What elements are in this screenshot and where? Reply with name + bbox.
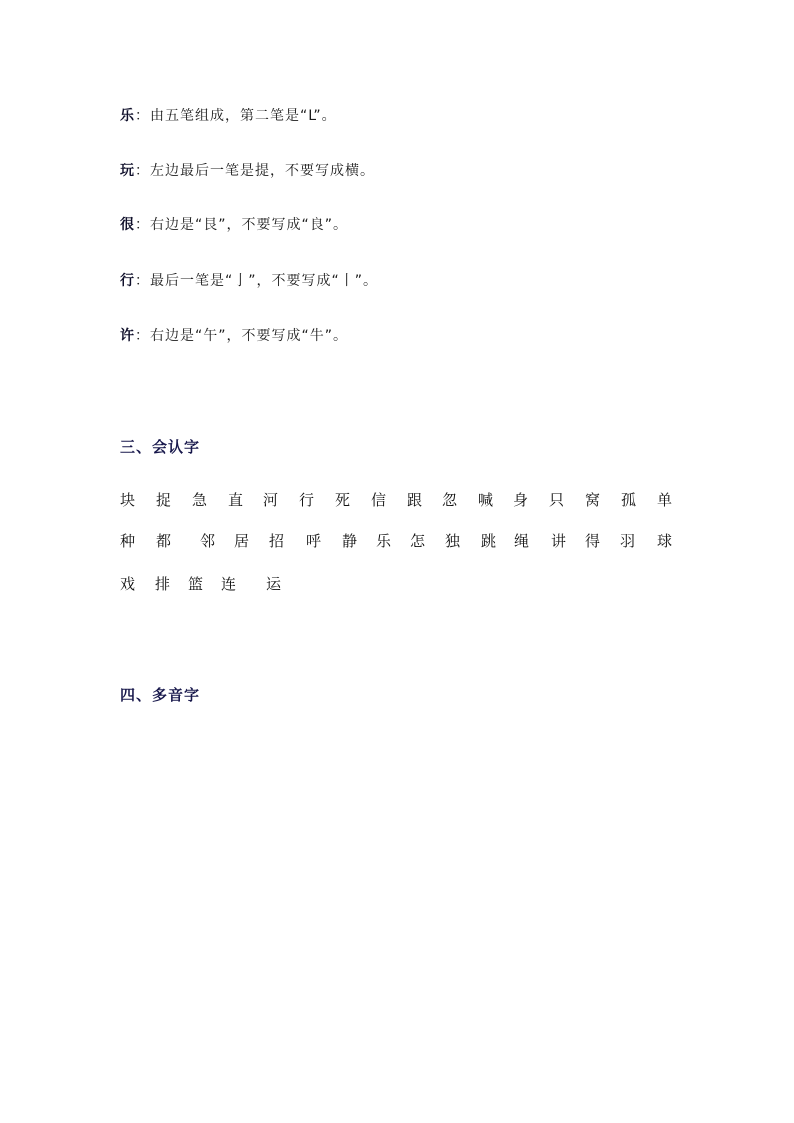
recognition-character: 排 xyxy=(155,575,171,593)
recognition-character: 身 xyxy=(513,491,529,509)
note-character: 许 xyxy=(120,328,135,344)
note-separator: ： xyxy=(135,108,150,124)
recognition-character: 得 xyxy=(585,532,601,550)
recognition-character: 呼 xyxy=(306,532,322,550)
recognition-character: 单 xyxy=(657,491,673,509)
recognition-character: 独 xyxy=(445,532,461,550)
note-separator: ： xyxy=(135,328,150,344)
recognition-character: 招 xyxy=(269,532,285,550)
recognition-character: 连 xyxy=(221,575,237,593)
recognition-character: 窝 xyxy=(585,491,601,509)
recognition-character: 种 xyxy=(120,532,136,550)
recognition-character: 运 xyxy=(266,575,282,593)
recognition-character: 球 xyxy=(657,532,673,550)
note-text: 右边是“艮”，不要写成“良”。 xyxy=(150,217,349,233)
stroke-note-4 xyxy=(120,272,378,290)
recognition-character: 河 xyxy=(263,491,279,509)
recognition-character: 戏 xyxy=(120,575,136,593)
recognition-character: 行 xyxy=(299,491,315,509)
stroke-note-2 xyxy=(120,162,375,180)
recognition-character: 乐 xyxy=(376,532,392,550)
recognition-character: 静 xyxy=(342,532,358,550)
recognition-character: 忽 xyxy=(442,491,458,509)
note-separator: ： xyxy=(135,273,150,289)
recognition-character: 捉 xyxy=(156,491,172,509)
recognition-character: 块 xyxy=(120,491,136,509)
note-character: 很 xyxy=(120,217,135,233)
recognition-character: 死 xyxy=(335,491,351,509)
section-heading-recognize-characters: 三、会认字 xyxy=(120,438,201,456)
note-text: 由五笔组成，第二笔是“L”。 xyxy=(150,108,337,124)
stroke-note-3 xyxy=(120,216,348,234)
recognition-character: 跳 xyxy=(481,532,497,550)
recognition-character: 直 xyxy=(228,491,244,509)
recognition-character: 跟 xyxy=(407,491,423,509)
note-text: 左边最后一笔是提，不要写成横。 xyxy=(150,163,375,179)
recognition-character: 都 xyxy=(156,532,172,550)
stroke-note-1 xyxy=(120,107,337,125)
note-separator: ： xyxy=(135,163,150,179)
recognition-character: 绳 xyxy=(514,532,530,550)
character-row xyxy=(120,490,700,510)
recognition-character: 只 xyxy=(549,491,565,509)
note-character: 乐 xyxy=(120,108,135,124)
note-character: 行 xyxy=(120,273,135,289)
recognition-character: 急 xyxy=(192,491,208,509)
recognition-character: 怎 xyxy=(410,532,426,550)
note-character: 玩 xyxy=(120,163,135,179)
character-row xyxy=(120,531,700,551)
character-row xyxy=(120,574,700,594)
recognition-character: 羽 xyxy=(620,532,636,550)
recognition-character: 孤 xyxy=(621,491,637,509)
recognition-character: 篮 xyxy=(188,575,204,593)
note-text: 最后一笔是“亅”，不要写成“丨”。 xyxy=(150,273,379,289)
recognition-character: 讲 xyxy=(551,532,567,550)
recognition-character: 信 xyxy=(371,491,387,509)
note-separator: ： xyxy=(135,217,150,233)
recognition-character: 邻 xyxy=(200,532,216,550)
stroke-note-5 xyxy=(120,327,348,345)
recognition-character: 喊 xyxy=(478,491,494,509)
section-heading-polyphonic-characters: 四、多音字 xyxy=(120,686,201,704)
note-text: 右边是“午”，不要写成“牛”。 xyxy=(150,328,349,344)
recognition-character: 居 xyxy=(234,532,250,550)
